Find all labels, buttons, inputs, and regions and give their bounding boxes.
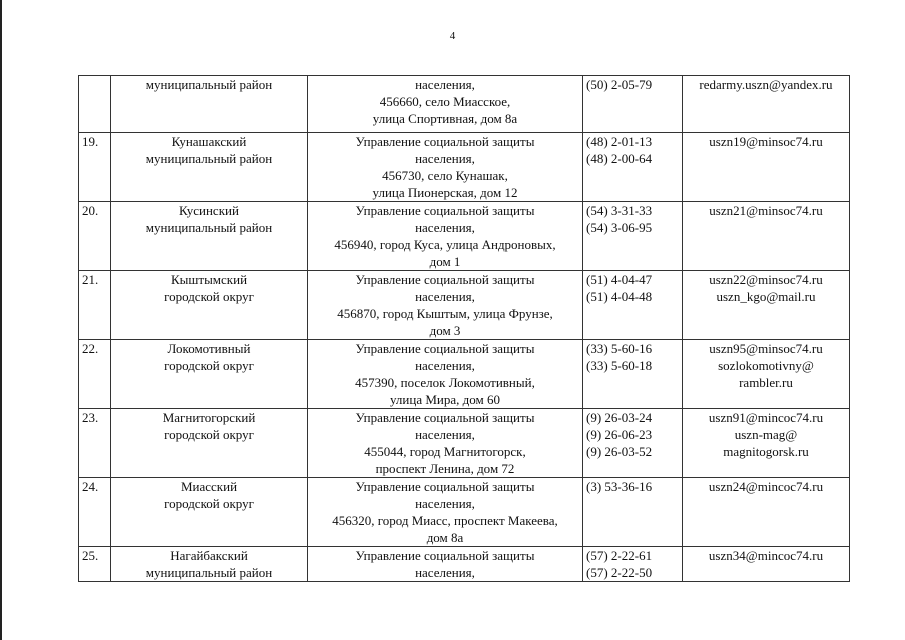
phone-number-cell [583,478,683,547]
agency-address-line: населения, [415,358,475,373]
row-number-cell: 22. [79,340,111,409]
district-name-line: городской округ [164,289,254,304]
email-address-line: uszn22@minsoc74.ru [709,272,823,287]
district-name-cell [111,202,308,271]
district-name-line: городской округ [164,496,254,511]
email-address-cell [683,478,850,547]
district-name-cell [111,409,308,478]
agency-address-cell [308,340,583,409]
phone-number-cell [583,340,683,409]
agency-address-line: Управление социальной защиты [355,479,535,494]
email-address-line: magnitogorsk.ru [723,444,809,459]
table-row [79,340,850,409]
email-address-line: uszn91@mincoc74.ru [708,410,824,425]
district-name-line: муниципальный район [145,151,273,166]
agency-address-line: дом 8а [426,530,464,545]
district-name-line: муниципальный район [145,565,273,580]
district-name-cell [111,271,308,340]
phone-number-cell [583,271,683,340]
email-address-line: uszn34@mincoc74.ru [708,548,824,563]
page-number: 4 [449,30,456,42]
phone-number-cell [583,76,683,133]
row-number-cell [79,76,111,133]
district-name-cell [111,478,308,547]
email-address-line: rambler.ru [739,375,793,390]
table-row [79,133,850,202]
contacts-table-body [79,76,850,582]
agency-address-line: 456870, город Кыштым, улица Фрунзе, [337,306,553,321]
agency-address-line: населения, [415,427,475,442]
table-row [79,409,850,478]
phone-number-line: (50) 2-05-79 [586,77,653,92]
agency-address-line: 456660, село Миасское, [379,94,511,109]
agency-address-line: населения, [415,289,475,304]
page-left-edge [0,0,2,640]
district-name-line: Миасский [180,479,238,494]
email-address-line: redarmy.uszn@yandex.ru [699,77,833,92]
email-address-cell [683,340,850,409]
agency-address-line: населения, [415,77,475,92]
row-number-cell: 23. [79,409,111,478]
email-address-line: uszn24@mincoc74.ru [708,479,824,494]
agency-address-line: населения, [415,220,475,235]
phone-number-line: (33) 5-60-18 [586,358,653,373]
email-address-line: uszn-mag@ [734,427,798,442]
district-name-line: городской округ [164,427,254,442]
email-address-cell [683,271,850,340]
email-address-cell [683,547,850,582]
agency-address-line: Управление социальной защиты [355,203,535,218]
agency-address-cell [308,409,583,478]
email-address-cell [683,409,850,478]
row-number-cell: 21. [79,271,111,340]
agency-address-line: улица Спортивная, дом 8а [372,111,518,126]
agency-address-line: улица Пионерская, дом 12 [372,185,518,200]
phone-number-line: (9) 26-03-24 [586,410,653,425]
district-name-line: Магнитогорский [162,410,256,425]
district-name-line: Кыштымский [170,272,248,287]
email-address-line: uszn_kgo@mail.ru [716,289,816,304]
table-row [79,202,850,271]
phone-number-cell [583,202,683,271]
phone-number-line: (51) 4-04-48 [586,289,653,304]
phone-number-line: (57) 2-22-61 [586,548,653,563]
agency-address-line: населения, [415,496,475,511]
district-name-line: Нагайбакский [170,548,248,563]
district-name-cell [111,340,308,409]
agency-address-line: Управление социальной защиты [355,134,535,149]
table-row [79,76,850,133]
district-name-line: городской округ [164,358,254,373]
district-name-line: муниципальный район [145,220,273,235]
district-name-cell [111,133,308,202]
agency-address-line: населения, [415,565,475,580]
agency-address-line: 456940, город Куса, улица Андроновых, [334,237,556,252]
email-address-line: uszn19@minsoc74.ru [709,134,823,149]
agency-address-cell [308,547,583,582]
phone-number-line: (9) 26-03-52 [586,444,653,459]
agency-address-line: дом 1 [429,254,461,269]
phone-number-cell [583,133,683,202]
agency-address-cell [308,133,583,202]
email-address-line: uszn95@minsoc74.ru [709,341,823,356]
agency-address-line: Управление социальной защиты [355,272,535,287]
district-name-line: Кусинский [179,203,239,218]
phone-number-cell [583,409,683,478]
phone-number-line: (54) 3-31-33 [586,203,653,218]
district-name-line: муниципальный район [145,77,273,92]
row-number-cell: 24. [79,478,111,547]
agency-address-line: улица Мира, дом 60 [390,392,500,407]
table-row [79,271,850,340]
email-address-cell [683,133,850,202]
district-name-line: Локомотивный [167,341,251,356]
district-name-cell [111,547,308,582]
table-row [79,478,850,547]
contacts-table [78,75,850,582]
agency-address-line: 456730, село Кунашак, [382,168,508,183]
agency-address-cell [308,76,583,133]
district-name-cell [111,76,308,133]
phone-number-line: (9) 26-06-23 [586,427,653,442]
agency-address-line: Управление социальной защиты [355,410,535,425]
agency-address-cell [308,271,583,340]
district-name-line: Кунашакский [171,134,247,149]
agency-address-line: 455044, город Магнитогорск, [364,444,526,459]
email-address-line: uszn21@minsoc74.ru [709,203,823,218]
agency-address-line: проспект Ленина, дом 72 [375,461,515,476]
phone-number-line: (57) 2-22-50 [586,565,653,580]
agency-address-line: населения, [415,151,475,166]
phone-number-line: (51) 4-04-47 [586,272,653,287]
row-number-cell: 19. [79,133,111,202]
agency-address-line: 456320, город Миасс, проспект Макеева, [332,513,558,528]
phone-number-line: (3) 53-36-16 [586,479,653,494]
agency-address-cell [308,202,583,271]
phone-number-line: (54) 3-06-95 [586,220,653,235]
agency-address-line: дом 3 [429,323,461,338]
email-address-cell [683,76,850,133]
row-number-cell: 25. [79,547,111,582]
email-address-cell [683,202,850,271]
agency-address-line: Управление социальной защиты [355,341,535,356]
email-address-line: sozlokomotivny@ [718,358,814,373]
row-number-cell: 20. [79,202,111,271]
table-row [79,547,850,582]
phone-number-line: (48) 2-01-13 [586,134,653,149]
phone-number-line: (33) 5-60-16 [586,341,653,356]
agency-address-line: Управление социальной защиты [355,548,535,563]
agency-address-line: 457390, поселок Локомотивный, [355,375,535,390]
phone-number-cell [583,547,683,582]
agency-address-cell [308,478,583,547]
phone-number-line: (48) 2-00-64 [586,151,653,166]
